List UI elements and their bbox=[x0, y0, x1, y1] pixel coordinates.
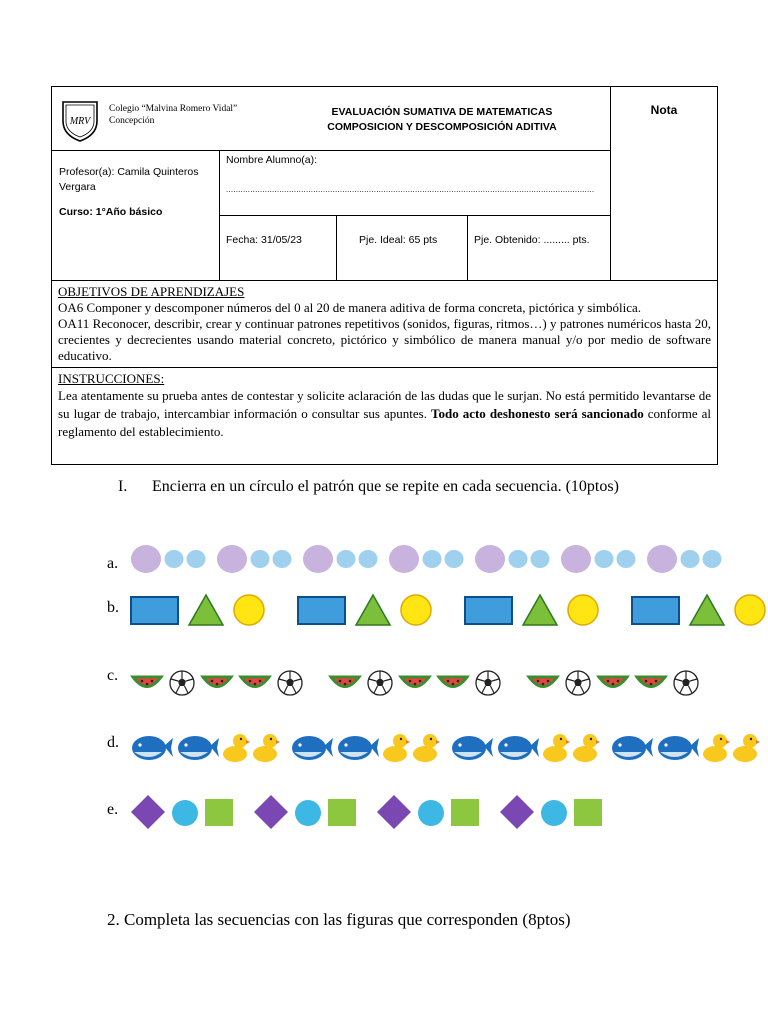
big-purple-circle-icon[interactable] bbox=[302, 536, 334, 582]
duck-icon[interactable] bbox=[412, 724, 440, 770]
watermelon-icon[interactable] bbox=[328, 660, 362, 706]
row-d-sequence bbox=[130, 724, 740, 770]
row-c-label: c. bbox=[107, 667, 119, 684]
big-purple-circle-icon[interactable] bbox=[388, 536, 420, 582]
row-e-label: e. bbox=[107, 801, 119, 818]
objective-oa6: OA6 Componer y descomponer números del 0 al 20 de manera aditiva de forma concreta, pictórica y simbólica. bbox=[58, 300, 642, 315]
blue-rectangle-icon[interactable] bbox=[130, 587, 180, 633]
svg-text:MRV: MRV bbox=[69, 116, 91, 127]
big-purple-circle-icon[interactable] bbox=[474, 536, 506, 582]
soccer-ball-icon[interactable] bbox=[672, 660, 700, 706]
watermelon-icon[interactable] bbox=[238, 660, 272, 706]
objectives-cell bbox=[52, 281, 718, 368]
blue-rectangle-icon[interactable] bbox=[631, 587, 681, 633]
duck-icon[interactable] bbox=[382, 724, 410, 770]
row-e-sequence bbox=[130, 790, 700, 836]
exam-title bbox=[292, 105, 592, 135]
small-blue-circle-icon[interactable] bbox=[616, 536, 636, 582]
small-blue-circle-icon[interactable] bbox=[164, 536, 184, 582]
exam-header-table bbox=[51, 86, 718, 465]
school-city: Concepción bbox=[109, 116, 155, 126]
whale-icon[interactable] bbox=[130, 724, 174, 770]
big-purple-circle-icon[interactable] bbox=[646, 536, 678, 582]
header-title-cell bbox=[52, 87, 611, 151]
yellow-circle-icon[interactable] bbox=[399, 587, 433, 633]
exam-date: Fecha: 31/05/23 bbox=[226, 234, 302, 246]
exam-title-line1: EVALUACIÓN SUMATIVA DE MATEMATICAS bbox=[331, 106, 553, 118]
small-blue-circle-icon[interactable] bbox=[336, 536, 356, 582]
instructions-text-bold: Todo acto deshonesto será sancionado bbox=[430, 406, 644, 421]
section1-text: Encierra en un círculo el patrón que se repite en cada secuencia. (10ptos) bbox=[152, 478, 619, 495]
whale-icon[interactable] bbox=[656, 724, 700, 770]
watermelon-icon[interactable] bbox=[526, 660, 560, 706]
big-purple-circle-icon[interactable] bbox=[216, 536, 248, 582]
whale-icon[interactable] bbox=[610, 724, 654, 770]
row-a-sequence bbox=[130, 536, 700, 582]
soccer-ball-icon[interactable] bbox=[474, 660, 502, 706]
watermelon-icon[interactable] bbox=[398, 660, 432, 706]
instructions-text-part1: Lea atentamente su prueba antes de contestar y solicite aclaración de las dudas que le surjan. No está permitido levantarse de su lugar de trabajo, intercambiar información o consultar sus apuntes. bbox=[58, 388, 711, 421]
row-d-label: d. bbox=[107, 734, 119, 751]
whale-icon[interactable] bbox=[496, 724, 540, 770]
purple-diamond-icon[interactable] bbox=[130, 790, 166, 836]
soccer-ball-icon[interactable] bbox=[276, 660, 304, 706]
small-blue-circle-icon[interactable] bbox=[186, 536, 206, 582]
row-b-sequence bbox=[130, 587, 710, 633]
teacher-course-cell bbox=[52, 151, 220, 281]
green-triangle-icon[interactable] bbox=[688, 587, 726, 633]
duck-icon[interactable] bbox=[222, 724, 250, 770]
green-square-icon[interactable] bbox=[204, 790, 234, 836]
yellow-circle-icon[interactable] bbox=[733, 587, 767, 633]
blue-circle-icon[interactable] bbox=[171, 790, 199, 836]
school-name: Colegio “Malvina Romero Vidal” bbox=[109, 104, 238, 114]
small-blue-circle-icon[interactable] bbox=[422, 536, 442, 582]
row-b-label: b. bbox=[107, 599, 119, 616]
purple-diamond-icon[interactable] bbox=[499, 790, 535, 836]
duck-icon[interactable] bbox=[542, 724, 570, 770]
small-blue-circle-icon[interactable] bbox=[680, 536, 700, 582]
whale-icon[interactable] bbox=[176, 724, 220, 770]
blue-circle-icon[interactable] bbox=[540, 790, 568, 836]
blue-rectangle-icon[interactable] bbox=[464, 587, 514, 633]
whale-icon[interactable] bbox=[290, 724, 334, 770]
student-name-line[interactable]: ........................................................................................................................................................ bbox=[226, 185, 595, 194]
student-name-cell bbox=[220, 151, 611, 216]
whale-icon[interactable] bbox=[450, 724, 494, 770]
course-name: Curso: 1°Año básico bbox=[59, 206, 163, 218]
small-blue-circle-icon[interactable] bbox=[530, 536, 550, 582]
duck-icon[interactable] bbox=[252, 724, 280, 770]
objective-oa11: OA11 Reconocer, describir, crear y continuar patrones repetitivos (sonidos, figuras, ritmos…) y patrones numéricos hasta 20, crecientes y decrecientes usando material concreto, pictórico y simbólico de manera manual y/o por medio de software educativo. bbox=[58, 316, 711, 363]
grade-box bbox=[611, 87, 718, 281]
blue-circle-icon[interactable] bbox=[294, 790, 322, 836]
duck-icon[interactable] bbox=[732, 724, 760, 770]
obtained-score: Pje. Obtenido: ......... pts. bbox=[474, 234, 590, 246]
green-triangle-icon[interactable] bbox=[354, 587, 392, 633]
row-c-sequence bbox=[130, 660, 700, 706]
purple-diamond-icon[interactable] bbox=[376, 790, 412, 836]
exam-title-line2: COMPOSICION Y DESCOMPOSICIÓN ADITIVA bbox=[327, 121, 557, 133]
purple-diamond-icon[interactable] bbox=[253, 790, 289, 836]
instructions-text-part2: conforme al reglamento del establecimiento. bbox=[58, 406, 711, 439]
row-a-label: a. bbox=[107, 555, 119, 572]
ideal-score: Pje. Ideal: 65 pts bbox=[359, 234, 438, 246]
small-blue-circle-icon[interactable] bbox=[444, 536, 464, 582]
soccer-ball-icon[interactable] bbox=[168, 660, 196, 706]
school-info bbox=[109, 103, 237, 127]
instructions-cell bbox=[52, 368, 718, 465]
obtained-score-cell bbox=[468, 216, 611, 281]
green-triangle-icon[interactable] bbox=[521, 587, 559, 633]
soccer-ball-icon[interactable] bbox=[366, 660, 394, 706]
grade-label: Nota bbox=[650, 103, 678, 117]
whale-icon[interactable] bbox=[336, 724, 380, 770]
watermelon-icon[interactable] bbox=[596, 660, 630, 706]
yellow-circle-icon[interactable] bbox=[232, 587, 266, 633]
small-blue-circle-icon[interactable] bbox=[594, 536, 614, 582]
big-purple-circle-icon[interactable] bbox=[130, 536, 162, 582]
watermelon-icon[interactable] bbox=[634, 660, 668, 706]
green-triangle-icon[interactable] bbox=[187, 587, 225, 633]
green-square-icon[interactable] bbox=[450, 790, 480, 836]
instructions-heading: INSTRUCCIONES: bbox=[58, 371, 165, 386]
soccer-ball-icon[interactable] bbox=[564, 660, 592, 706]
watermelon-icon[interactable] bbox=[200, 660, 234, 706]
green-square-icon[interactable] bbox=[573, 790, 603, 836]
small-blue-circle-icon[interactable] bbox=[272, 536, 292, 582]
big-purple-circle-icon[interactable] bbox=[560, 536, 592, 582]
section1-number: I. bbox=[118, 478, 128, 495]
duck-icon[interactable] bbox=[702, 724, 730, 770]
green-square-icon[interactable] bbox=[327, 790, 357, 836]
section2-heading: 2. Completa las secuencias con las figuras que corresponden (8ptos) bbox=[107, 910, 571, 929]
small-blue-circle-icon[interactable] bbox=[250, 536, 270, 582]
duck-icon[interactable] bbox=[572, 724, 600, 770]
blue-rectangle-icon[interactable] bbox=[297, 587, 347, 633]
date-cell bbox=[220, 216, 337, 281]
ideal-score-cell bbox=[337, 216, 468, 281]
yellow-circle-icon[interactable] bbox=[566, 587, 600, 633]
small-blue-circle-icon[interactable] bbox=[702, 536, 722, 582]
teacher-name: Profesor(a): Camila Quinteros Vergara bbox=[59, 166, 199, 193]
student-name-label: Nombre Alumno(a): bbox=[226, 154, 318, 166]
small-blue-circle-icon[interactable] bbox=[358, 536, 378, 582]
watermelon-icon[interactable] bbox=[436, 660, 470, 706]
watermelon-icon[interactable] bbox=[130, 660, 164, 706]
blue-circle-icon[interactable] bbox=[417, 790, 445, 836]
instructions-text bbox=[58, 387, 711, 441]
objectives-heading: OBJETIVOS DE APRENDIZAJES bbox=[58, 284, 245, 299]
small-blue-circle-icon[interactable] bbox=[508, 536, 528, 582]
school-logo bbox=[60, 99, 100, 143]
